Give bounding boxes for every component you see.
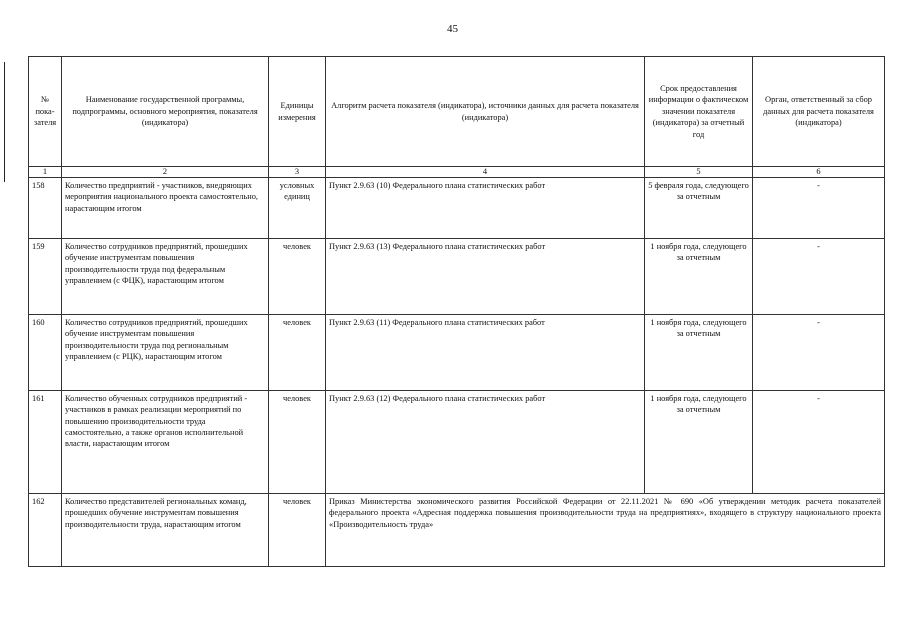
header-algorithm: Алгоритм расчета показателя (индикатора), источники данных для расчета показателя (индикатора): [326, 57, 645, 167]
indicators-table: [28, 56, 885, 567]
indicator-name: Количество сотрудников предприятий, прошедших обучение инструментам повышения производительности труда под региональным управлением (с РЦК), нарастающим итогом: [62, 315, 269, 391]
term-cell: 1 ноября года, следующего за отчетным: [645, 239, 753, 315]
header-organ: Орган, ответственный за сбор данных для расчета показателя (индикатора): [753, 57, 885, 167]
page-number: 45: [447, 23, 458, 35]
organ-cell: -: [753, 315, 885, 391]
unit-cell: человек: [269, 315, 326, 391]
column-number: 2: [62, 167, 269, 178]
column-number: 3: [269, 167, 326, 178]
table-row: [29, 494, 885, 567]
column-number: 4: [326, 167, 645, 178]
column-number: 1: [29, 167, 62, 178]
header-name: Наименование государственной программы, подпрограммы, основного мероприятия, показателя (индикатора): [62, 57, 269, 167]
organ-cell: -: [753, 178, 885, 239]
organ-cell: -: [753, 239, 885, 315]
header-unit: Единицы измерения: [269, 57, 326, 167]
algorithm-cell: Пункт 2.9.63 (10) Федерального плана статистических работ: [326, 178, 645, 239]
algorithm-cell: Пункт 2.9.63 (11) Федерального плана статистических работ: [326, 315, 645, 391]
unit-cell: условных единиц: [269, 178, 326, 239]
indicator-name: Количество обученных сотрудников предприятий - участников в рамках реализации мероприятий по повышению производительности труда самостоятельно, а также органов исполнительной власти, нарастающим итогом: [62, 391, 269, 494]
table-row: [29, 315, 885, 391]
unit-cell: человек: [269, 239, 326, 315]
row-number: 158: [29, 178, 62, 239]
header-term: Срок предоставления информации о фактическом значении показателя (индикатора) за отчетный год: [645, 57, 753, 167]
row-number: 160: [29, 315, 62, 391]
column-number: 5: [645, 167, 753, 178]
row-number: 162: [29, 494, 62, 567]
indicator-name: Количество предприятий - участников, внедряющих мероприятия национального проекта самостоятельно, нарастающим итогом: [62, 178, 269, 239]
header-number: № пока-зателя: [29, 57, 62, 167]
row-number: 159: [29, 239, 62, 315]
table-row: [29, 239, 885, 315]
table-row: [29, 391, 885, 494]
unit-cell: человек: [269, 494, 326, 567]
unit-cell: человек: [269, 391, 326, 494]
table-header-row: [29, 57, 885, 167]
organ-cell: -: [753, 391, 885, 494]
column-number: 6: [753, 167, 885, 178]
term-cell: 5 февраля года, следующего за отчетным: [645, 178, 753, 239]
indicator-name: Количество представителей региональных команд, прошедших обучение инструментам повышения производительности труда, нарастающим итогом: [62, 494, 269, 567]
term-cell: 1 ноября года, следующего за отчетным: [645, 391, 753, 494]
algorithm-cell: Приказ Министерства экономического развития Российской Федерации от 22.11.2021 № 690 «Об утверждении методик расчета показателей федерального проекта «Адресная поддержка повышения производительности труда на предприятиях», входящего в структуру национального проекта «Производительность труда»: [326, 494, 885, 567]
row-number: 161: [29, 391, 62, 494]
table-row: [29, 178, 885, 239]
indicator-name: Количество сотрудников предприятий, прошедших обучение инструментам повышения производительности труда под федеральным управлением (с ФЦК), нарастающим итогом: [62, 239, 269, 315]
term-cell: 1 ноября года, следующего за отчетным: [645, 315, 753, 391]
algorithm-cell: Пункт 2.9.63 (13) Федерального плана статистических работ: [326, 239, 645, 315]
column-number-row: [29, 167, 885, 178]
algorithm-cell: Пункт 2.9.63 (12) Федерального плана статистических работ: [326, 391, 645, 494]
margin-line: [4, 62, 5, 182]
